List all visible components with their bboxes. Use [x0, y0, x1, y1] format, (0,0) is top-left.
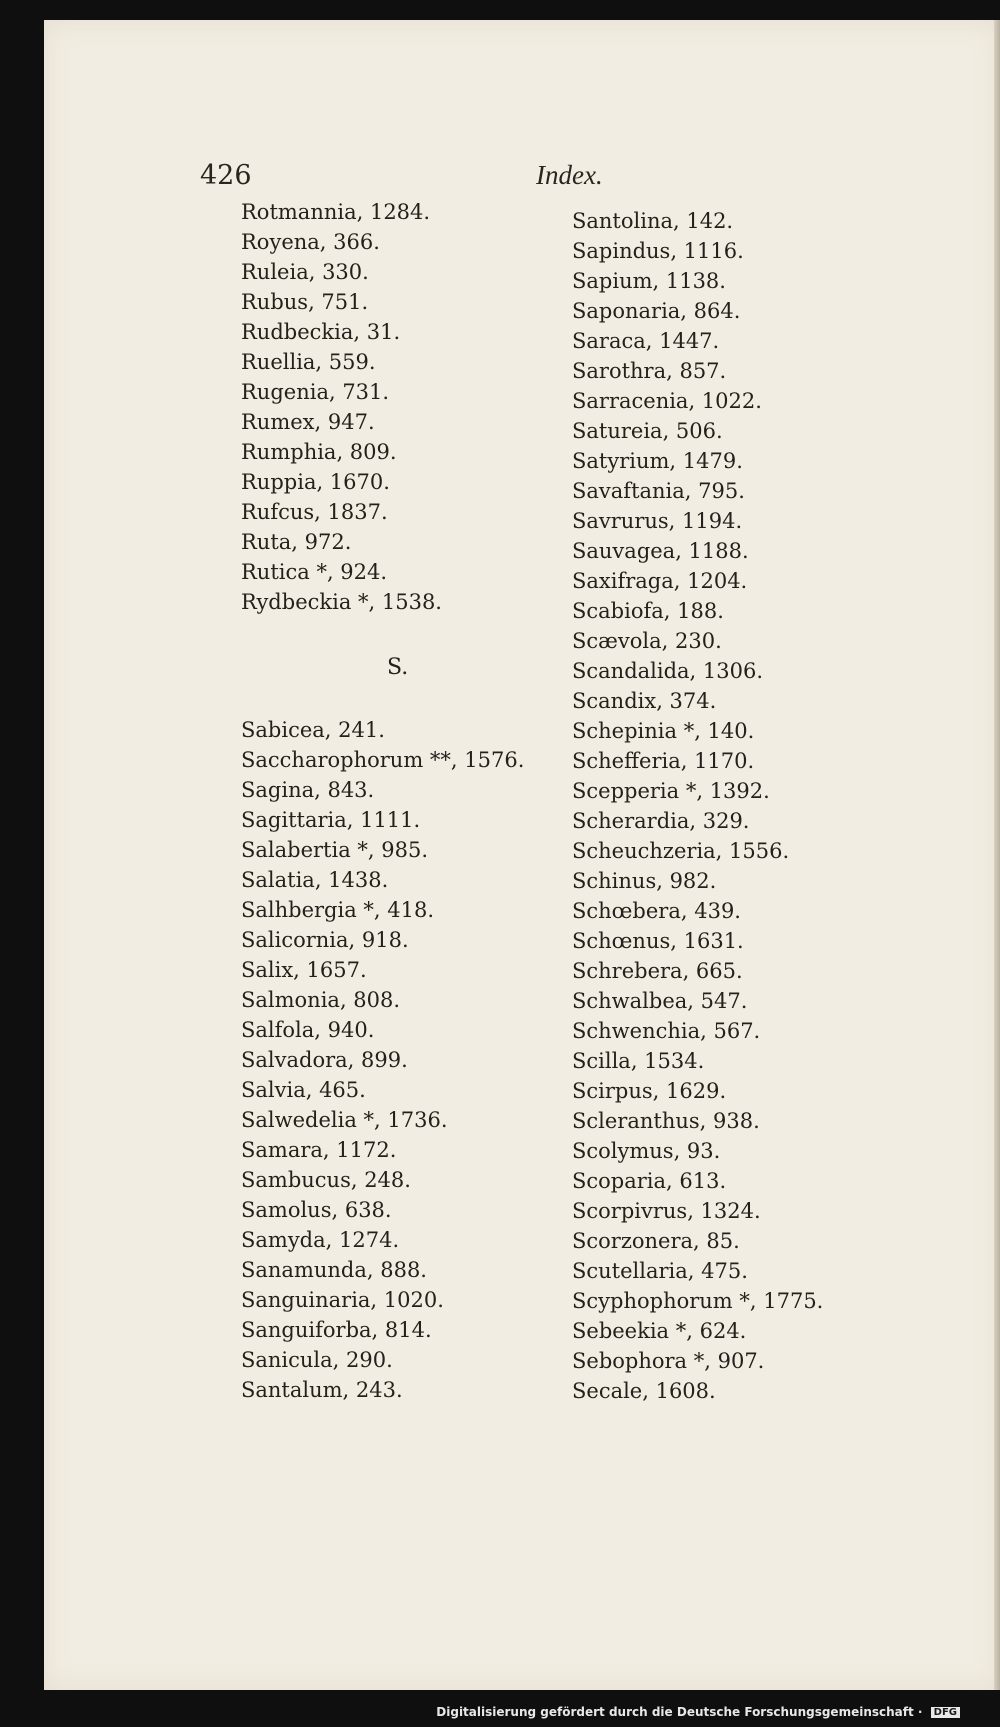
index-entry: Samyda, 1274. — [241, 1228, 400, 1252]
index-entry: Rugenia, 731. — [241, 380, 390, 404]
index-entry: Salix, 1657. — [241, 958, 367, 982]
index-entry: Scleranthus, 938. — [572, 1109, 760, 1133]
dfg-logo: DFG — [931, 1707, 960, 1718]
index-entry: Saccharophorum **, 1576. — [241, 748, 525, 772]
index-entry: Scyphophorum *, 1775. — [572, 1289, 824, 1313]
index-entry: Salmonia, 808. — [241, 988, 401, 1012]
index-entry: Scepperia *, 1392. — [572, 779, 770, 803]
index-entry: Ruppia, 1670. — [241, 470, 390, 494]
index-entry: Saraca, 1447. — [572, 329, 720, 353]
index-entry: Samara, 1172. — [241, 1138, 397, 1162]
digitization-credit — [436, 1705, 960, 1719]
index-entry: Scandix, 374. — [572, 689, 717, 713]
index-entry: Sanamunda, 888. — [241, 1258, 427, 1282]
index-entry: Schœbera, 439. — [572, 899, 741, 923]
index-entry: Ruta, 972. — [241, 530, 352, 554]
index-entry: Sebophora *, 907. — [572, 1349, 765, 1373]
index-entry: Ruellia, 559. — [241, 350, 376, 374]
index-entry: Rufcus, 1837. — [241, 500, 388, 524]
index-entry: Schrebera, 665. — [572, 959, 743, 983]
footer-bar — [0, 1691, 1000, 1727]
page-header — [200, 160, 800, 196]
index-entry: Sarothra, 857. — [572, 359, 727, 383]
index-entry: Sapium, 1138. — [572, 269, 726, 293]
index-entry: Santalum, 243. — [241, 1378, 403, 1402]
index-entry: Schinus, 982. — [572, 869, 717, 893]
index-entry: Salvia, 465. — [241, 1078, 366, 1102]
index-entry: Salicornia, 918. — [241, 928, 409, 952]
index-column-left-r — [241, 197, 442, 617]
index-entry: Saponaria, 864. — [572, 299, 741, 323]
index-entry: Sauvagea, 1188. — [572, 539, 749, 563]
index-entry: Sapindus, 1116. — [572, 239, 744, 263]
index-entry: Salhbergia *, 418. — [241, 898, 435, 922]
index-entry: Sebeekia *, 624. — [572, 1319, 747, 1343]
index-column-right — [572, 206, 823, 1406]
section-letter: S. — [387, 655, 409, 680]
index-entry: Salvadora, 899. — [241, 1048, 408, 1072]
index-entry: Scandalida, 1306. — [572, 659, 764, 683]
index-entry: Schœnus, 1631. — [572, 929, 744, 953]
index-entry: Sanguiforba, 814. — [241, 1318, 432, 1342]
index-entry: Scheuchzeria, 1556. — [572, 839, 790, 863]
index-entry: Santolina, 142. — [572, 209, 734, 233]
index-entry: Schepinia *, 140. — [572, 719, 755, 743]
index-entry: Secale, 1608. — [572, 1379, 716, 1403]
index-entry: Satyrium, 1479. — [572, 449, 743, 473]
index-entry: Salfola, 940. — [241, 1018, 375, 1042]
index-column-left-s — [241, 715, 524, 1405]
index-entry: Scherardia, 329. — [572, 809, 750, 833]
index-entry: Scorpivrus, 1324. — [572, 1199, 761, 1223]
index-entry: Rumex, 947. — [241, 410, 375, 434]
index-entry: Schwenchia, 567. — [572, 1019, 761, 1043]
index-entry: Sanguinaria, 1020. — [241, 1288, 444, 1312]
index-entry: Sarracenia, 1022. — [572, 389, 762, 413]
index-entry: Rotmannia, 1284. — [241, 200, 431, 224]
index-entry: Rudbeckia, 31. — [241, 320, 401, 344]
index-entry: Scævola, 230. — [572, 629, 722, 653]
page-edge — [994, 20, 1000, 1690]
index-entry: Salatia, 1438. — [241, 868, 389, 892]
index-entry: Rydbeckia *, 1538. — [241, 590, 442, 614]
index-entry: Samolus, 638. — [241, 1198, 392, 1222]
index-entry: Schefferia, 1170. — [572, 749, 755, 773]
index-entry: Rubus, 751. — [241, 290, 369, 314]
index-entry: Salwedelia *, 1736. — [241, 1108, 448, 1132]
index-entry: Scorzonera, 85. — [572, 1229, 740, 1253]
index-entry: Savaftania, 795. — [572, 479, 745, 503]
index-entry: Ruleia, 330. — [241, 260, 369, 284]
index-entry: Saxifraga, 1204. — [572, 569, 748, 593]
index-entry: Sagina, 843. — [241, 778, 375, 802]
index-entry: Sabicea, 241. — [241, 718, 385, 742]
index-entry: Rumphia, 809. — [241, 440, 397, 464]
index-entry: Sanicula, 290. — [241, 1348, 393, 1372]
index-entry: Satureia, 506. — [572, 419, 723, 443]
index-entry: Sambucus, 248. — [241, 1168, 411, 1192]
index-entry: Salabertia *, 985. — [241, 838, 429, 862]
index-entry: Scirpus, 1629. — [572, 1079, 727, 1103]
index-entry: Schwalbea, 547. — [572, 989, 748, 1013]
index-entry: Scolymus, 93. — [572, 1139, 721, 1163]
credit-text: Digitalisierung gefördert durch die Deutsche Forschungsgemeinschaft · — [436, 1705, 923, 1719]
index-entry: Scilla, 1534. — [572, 1049, 705, 1073]
index-entry: Royena, 366. — [241, 230, 380, 254]
index-entry: Scoparia, 613. — [572, 1169, 727, 1193]
index-entry: Scutellaria, 475. — [572, 1259, 748, 1283]
running-head: Index. — [536, 160, 603, 190]
index-entry: Rutica *, 924. — [241, 560, 388, 584]
index-entry: Savrurus, 1194. — [572, 509, 743, 533]
index-entry: Scabiofa, 188. — [572, 599, 724, 623]
page-number: 426 — [200, 160, 252, 191]
index-entry: Sagittaria, 1111. — [241, 808, 421, 832]
